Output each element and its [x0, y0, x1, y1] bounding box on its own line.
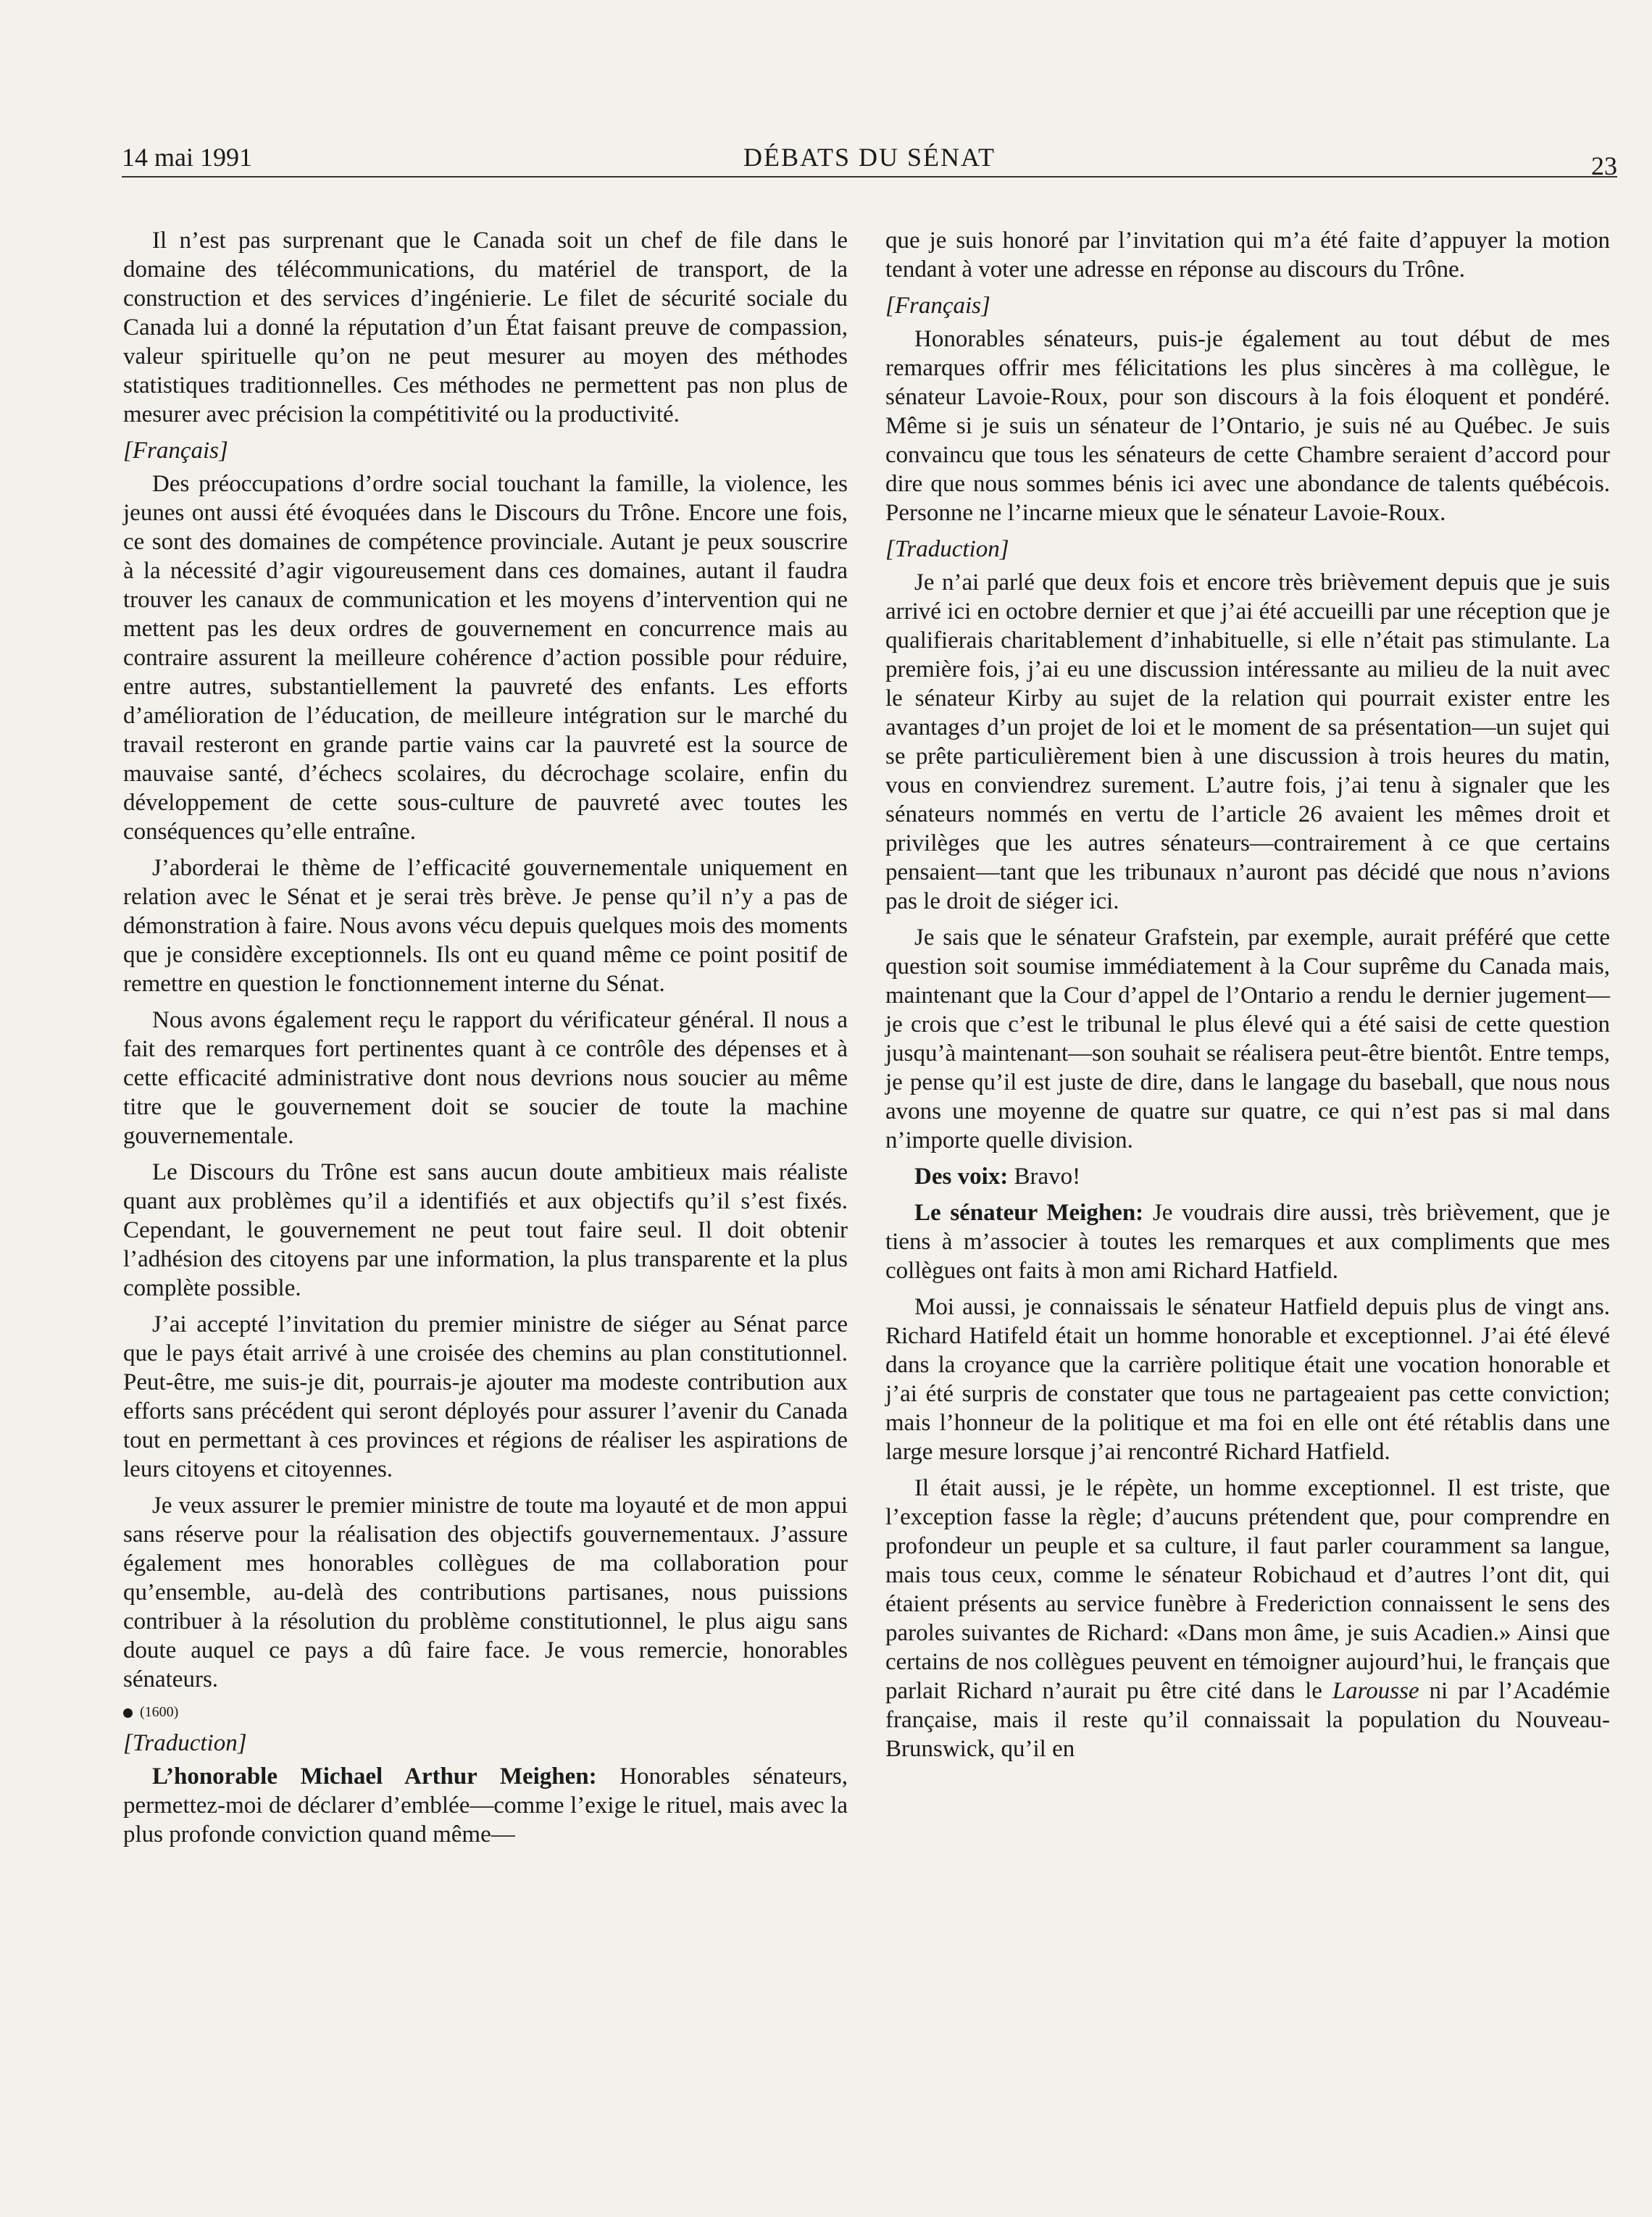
paragraph: Honorables sénateurs, puis-je également au tout début de mes remarques offrir mes félicitations les plus sincères à ma collègue, le sénateur Lavoie-Roux, pour son discours à la fois éloquent et pondéré. Même si je suis un sénateur de l’Ontario, je suis né au Québec. Je suis convaincu que tous les sénateurs de cette Chambre seraient d’accord pour dire que nous sommes bénis ici avec une abondance de talents québécois. Personne ne l’incarne mieux que le sénateur Lavoie-Roux. — [885, 326, 1610, 526]
speech-text: ni par l’Académie française, mais il reste qu’il connaissait la population du Nouveau-Brunswick, qu’il en — [885, 1678, 1611, 1762]
language-tag: [Français] — [123, 438, 228, 464]
paragraph — [123, 1762, 848, 1849]
language-tag: [Français] — [885, 293, 990, 319]
paragraph: J’ai accepté l’invitation du premier ministre de siéger au Sénat parce que le pays était arrivé à une croisée des chemins au plan constitutionnel. Peut-être, me suis-je dit, pourrais-je ajouter ma modeste contribution aux efforts sans précédent qui seront déployés pour assurer l’avenir du Canada tout en permettant à ces provinces et régions de réaliser les aspirations de leurs citoyens et citoyennes. — [123, 1311, 848, 1482]
speaker-name: Des voix: — [914, 1164, 1009, 1190]
speech-text: Bravo! — [1008, 1164, 1081, 1190]
paragraph: Il n’est pas surprenant que le Canada soit un chef de file dans le domaine des télécommunications, du matériel de transport, de la construction et des services d’ingénierie. Le filet de sécurité sociale du Canada lui a donné la réputation d’un État faisant preuve de compassion, valeur spirituelle qu’on ne peut mesurer au moyen des méthodes statistiques traditionnelles. Ces méthodes ne permettent pas non plus de mesurer avec précision la compétitivité ou la productivité. — [123, 227, 848, 427]
language-tag: [Traduction] — [123, 1730, 247, 1756]
time-marker-label: (1600) — [140, 1704, 179, 1720]
bullet-icon — [123, 1708, 133, 1718]
left-column — [123, 226, 848, 1849]
speech-text: Honorables sénateurs, permettez-moi de déclarer d’emblée—comme l’exige le rituel, mais avec la plus profonde conviction quand même— — [123, 1763, 848, 1848]
paragraph — [885, 1474, 1610, 1763]
language-tag: [Traduction] — [885, 536, 1009, 562]
right-column — [885, 226, 1610, 1763]
paragraph: J’aborderai le thème de l’efficacité gouvernementale uniquement en relation avec le Sénat et je serai très brève. Je pense qu’il n’y a pas de démonstration à faire. Nous avons vécu depuis quelques mois des moments que je considère exceptionnels. Ils ont eu quand même ce point positif de remettre en question le fonctionnement interne du Sénat. — [123, 855, 848, 997]
speech-text: Je voudrais dire aussi, très brièvement, que je tiens à m’associer à toutes les remarques et aux compliments que mes collègues ont faits à mon ami Richard Hatfield. — [885, 1200, 1610, 1284]
italic-title: Larousse — [1332, 1678, 1419, 1704]
speaker-name: L’honorable Michael Arthur Meighen: — [152, 1763, 597, 1790]
paragraph: Je sais que le sénateur Grafstein, par exemple, aurait préféré que cette question soit soumise immédiatement à la Cour suprême du Canada mais, maintenant que la Cour d’appel de l’Ontario a rendu le dernier jugement—je crois que c’est le tribunal le plus élevé qui a été saisi de cette question jusqu’à maintenant—son souhait se réalisera peut-être bientôt. Entre temps, je pense qu’il est juste de dire, dans le langage du baseball, que nous nous avons une moyenne de quatre sur quatre, ce qui n’est pas si mal dans n’importe quelle division. — [885, 924, 1610, 1153]
header-rule — [122, 176, 1617, 178]
page-header — [122, 142, 1617, 180]
page-number: 23 — [1591, 151, 1617, 180]
header-date: 14 mai 1991 — [122, 143, 252, 172]
paragraph: Moi aussi, je connaissais le sénateur Hatfield depuis plus de vingt ans. Richard Hatifeld était un homme honorable et exceptionnel. J’ai été élevé dans la croyance que la carrière politique était une vocation honorable et j’ai été surpris de constater que tous ne partageaient pas cette conviction; mais l’honneur de la politique et ma foi en elle ont été rétablis dans une large mesure lorsque j’ai rencontré Richard Hatfield. — [885, 1294, 1610, 1465]
paragraph: Le Discours du Trône est sans aucun doute ambitieux mais réaliste quant aux problèmes qu’il a identifiés et aux objectifs qu’il s’est fixés. Cependant, le gouvernement ne peut tout faire seul. Il doit obtenir l’adhésion des citoyens par une information, la plus transparente et la plus complète possible. — [123, 1159, 848, 1301]
speaker-name: Le sénateur Meighen: — [914, 1200, 1144, 1226]
paragraph: Je veux assurer le premier ministre de toute ma loyauté et de mon appui sans réserve pour la réalisation des objectifs gouvernementaux. J’assure également mes honorables collègues de ma collaboration pour qu’ensemble, au-delà des contributions partisanes, nous puissions contribuer à la résolution du problème constitutionnel, le plus aigu sans doute auquel ce pays a dû faire face. Je vous remercie, honorables sénateurs. — [123, 1492, 848, 1692]
paragraph: Des préoccupations d’ordre social touchant la famille, la violence, les jeunes ont aussi été évoquées dans le Discours du Trône. Encore une fois, ce sont des domaines de compétence provinciale. Autant je peux souscrire à la nécessité d’agir vigoureusement dans ces domaines, autant il faudra trouver les canaux de communication et les moyens d’intervention qui ne mettent pas les deux ordres de gouvernement en concurrence mais au contraire assurent la meilleure cohérence d’action possible pour réduire, entre autres, substantiellement la pauvreté des enfants. Les efforts d’amélioration de l’éducation, de meilleure intégration sur le marché du travail resteront en grande partie vains car la pauvreté est la source de mauvaise santé, d’échecs scolaires, du décrochage scolaire, enfin du développement de cette sous-culture de pauvreté avec toutes les conséquences qu’elle entraîne. — [123, 471, 848, 845]
paragraph — [885, 1162, 1610, 1191]
paragraph: que je suis honoré par l’invitation qui m’a été faite d’appuyer la motion tendant à voter une adresse en réponse au discours du Trône. — [885, 227, 1610, 283]
time-marker — [123, 1701, 848, 1723]
paragraph: Nous avons également reçu le rapport du vérificateur général. Il nous a fait des remarques fort pertinentes quant à ce contrôle des dépenses et à cette efficacité administrative dont nous devrions nous soucier au même titre que le gouvernement doit se soucier de toute la machine gouvernementale. — [123, 1007, 848, 1149]
paragraph — [885, 1198, 1610, 1285]
paragraph: Je n’ai parlé que deux fois et encore très brièvement depuis que je suis arrivé ici en octobre dernier et que j’ai été accueilli par une réception que je qualifierais charitablement d’inhabituelle, si elle n’était pas stimulante. La première fois, j’ai eu une discussion intéressante au milieu de la nuit avec le sénateur Kirby au sujet de la relation qui pourrait exister entre les avantages d’un projet de loi et le moment de sa présentation—un sujet qui se prête particulièrement bien à une discussion à trois heures du matin, vous en conviendrez surement. L’autre fois, j’ai tenu à signaler que les sénateurs nommés en vertu de l’article 26 avaient les mêmes droit et privilèges que les autres sénateurs—contrairement à ce que certains pensaient—tant que les tribunaux n’auront pas décidé que nous n’avions pas le droit de siéger ici. — [885, 569, 1610, 914]
header-title: DÉBATS DU SÉNAT — [743, 143, 996, 172]
speech-text: Il était aussi, je le répète, un homme exceptionnel. Il est triste, que l’exception fasse la règle; d’aucuns prétendent que, pour comprendre en profondeur un peuple et sa culture, il faut parler couramment sa langue, mais tous ceux, comme le sénateur Robichaud et d’autres l’ont dit, qui étaient présents au service funèbre à Frederiction connaissent le sens des paroles suivantes de Richard: «Dans mon âme, je suis Acadien.» Ainsi que certains de nos collègues peuvent en témoigner aujourd’hui, le français que parlait Richard n’aurait pu être cité dans le — [885, 1475, 1610, 1704]
